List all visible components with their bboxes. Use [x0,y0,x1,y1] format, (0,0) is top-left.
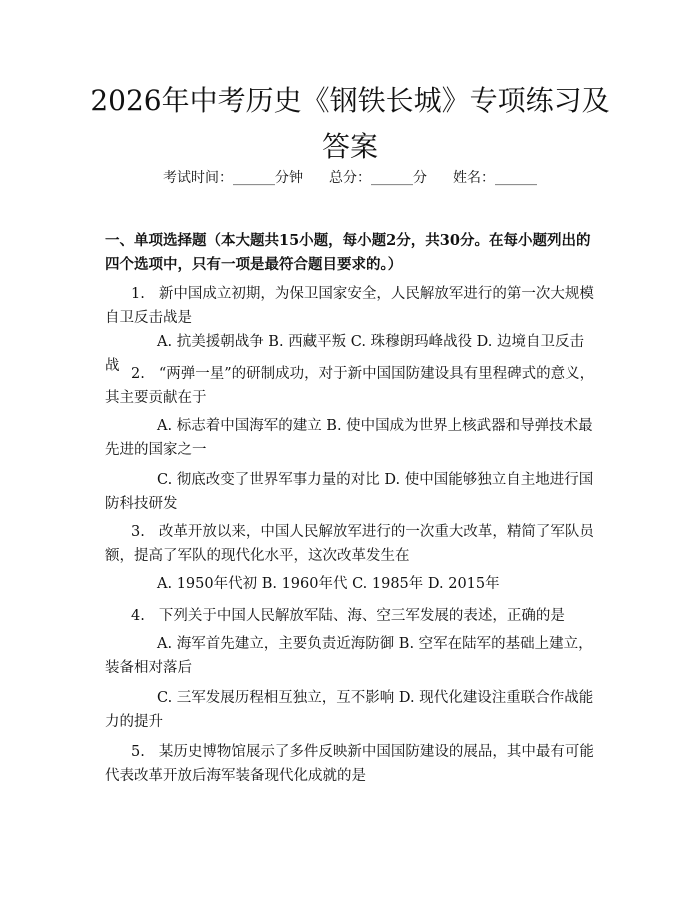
option-line: A. 标志着中国海军的建立 B. 使中国成为世界上核武器和导弹技术最先进的国家之一 [105,418,593,458]
question-3-options [105,572,597,596]
question-number: 2. [131,366,145,382]
question-stem: 下列关于中国人民解放军陆、海、空三军发展的表述，正确的是 [158,608,565,624]
document-title: 2026年中考历史《钢铁长城》专项练习及答案 [90,84,610,163]
total-score-label: 总分：______分 [329,170,427,186]
question-5 [105,740,597,788]
option-line: A. 海军首先建立，主要负责近海防御 B. 空军在陆军的基础上建立，装备相对落后 [105,636,593,676]
option-line: C. 三军发展历程相互独立，互不影响 D. 现代化建设注重联合作战能力的提升 [105,690,594,730]
question-number: 5. [131,744,145,760]
question-4 [105,604,597,628]
section-heading: 一、单项选择题（本大题共15小题，每小题2分，共30分。在每小题列出的四个选项中，只有一项是最符合题目要求的。） [105,232,591,273]
question-4-options-c-d [105,686,597,734]
question-stem: “两弹一星”的研制成功，对于新中国国防建设具有里程碑式的意义，其主要贡献在于 [105,366,595,406]
option-line: A. 1950年代初 B. 1960年代 C. 1985年 D. 2015年 [157,576,500,592]
question-4-options-a-b [105,632,597,680]
question-stem: 某历史博物馆展示了多件反映新中国国防建设的展品，其中最有可能代表改革开放后海军装备现代化成就的是 [105,744,594,784]
exam-meta [0,168,700,188]
question-number: 3. [131,524,145,540]
student-name-label: 姓名：______ [453,170,537,186]
question-2-options-c-d [105,468,597,516]
question-2 [105,362,597,410]
question-stem: 改革开放以来，中国人民解放军进行的一次重大改革，精简了军队员额，提高了军队的现代化水平，这次改革发生在 [105,524,594,564]
question-2-options-a-b [105,414,597,462]
question-1 [105,282,597,330]
option-line: A. 抗美援朝战争 B. 西藏平叛 C. 珠穆朗玛峰战役 D. 边境自卫反击战 [105,334,585,374]
question-number: 1. [131,286,145,302]
option-line: C. 彻底改变了世界军事力量的对比 D. 使中国能够独立自主地进行国防科技研发 [105,472,594,512]
question-number: 4. [131,608,145,624]
question-3 [105,520,597,568]
question-stem: 新中国成立初期，为保卫国家安全，人民解放军进行的第一次大规模自卫反击战是 [105,286,594,326]
exam-time-label: 考试时间：______分钟 [163,170,303,186]
